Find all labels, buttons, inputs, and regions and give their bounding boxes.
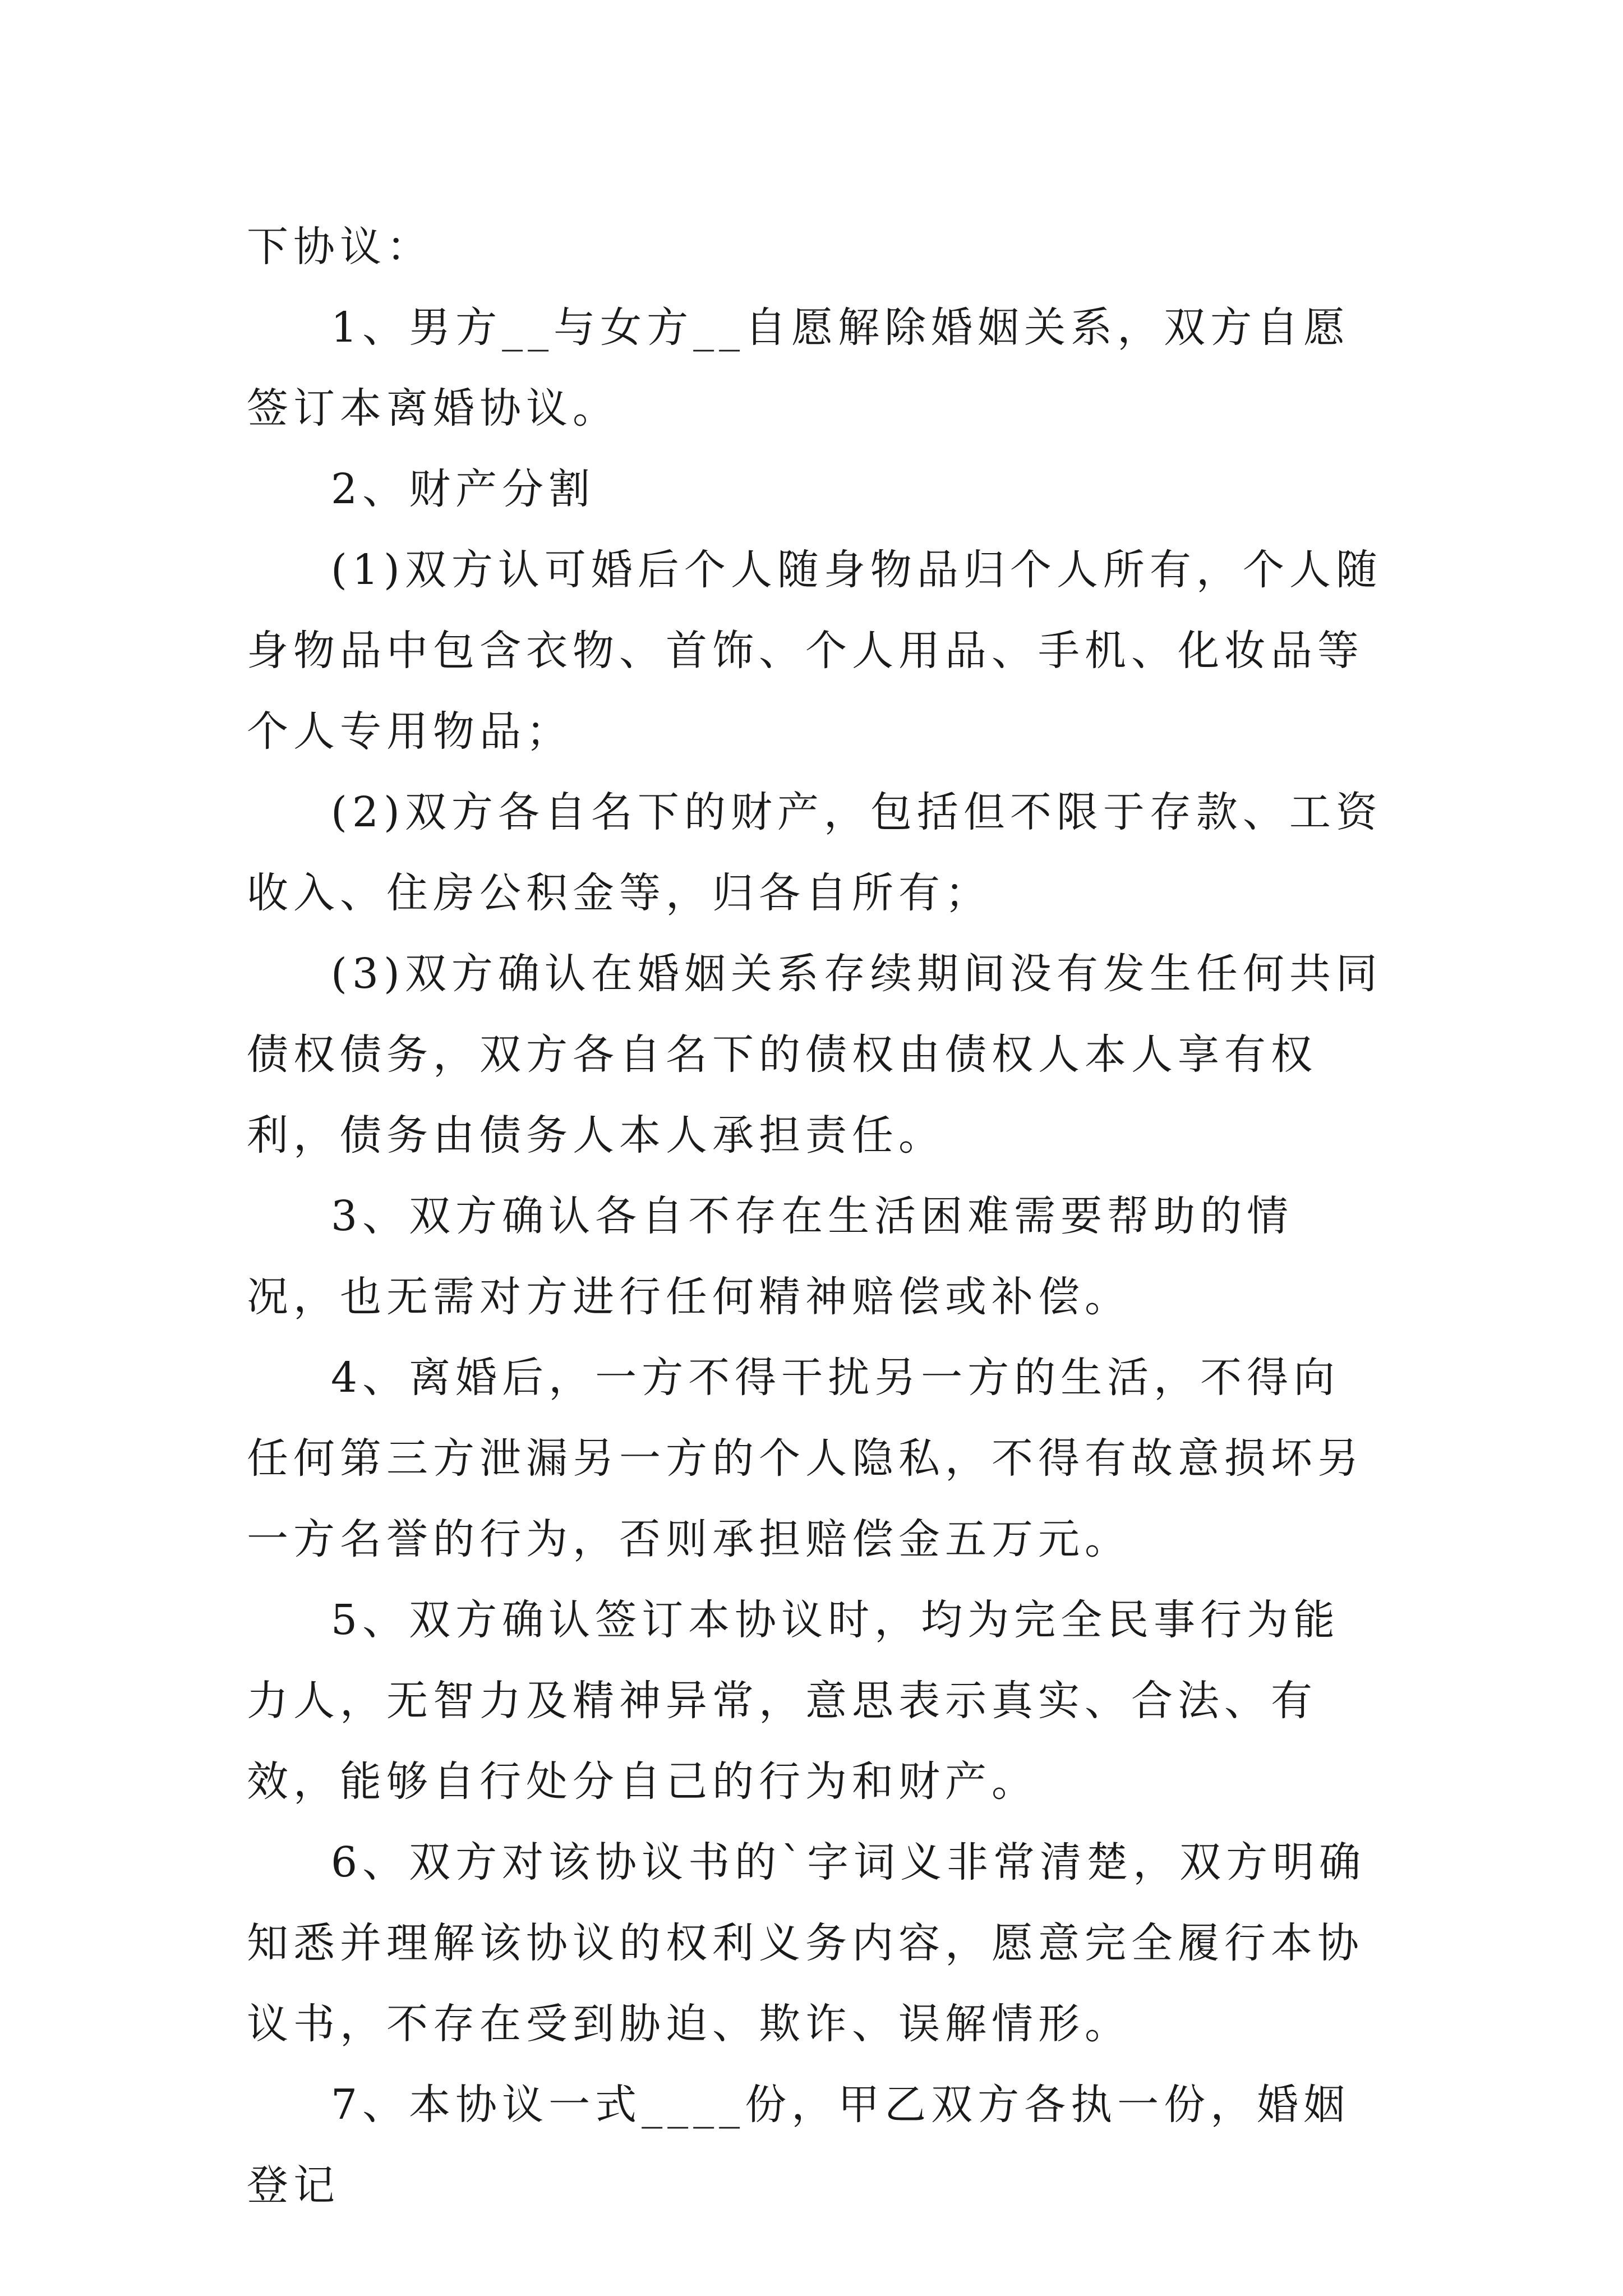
clause-2-item-3: (3)双方确认在婚姻关系存续期间没有发生任何共同债权债务，双方各自名下的债权由债权人本人享有权利，债务由债务人本人承担责任。 [247,950,1382,1159]
clause-1: 1、男方__与女方__自愿解除婚姻关系，双方自愿签订本离婚协议。 [247,303,1350,432]
document-body [247,206,1385,2226]
clause-2-item-1: (1)双方认可婚后个人随身物品归个人所有，个人随身物品中包含衣物、首饰、个人用品、手机、化妆品等个人专用物品； [247,546,1382,756]
clause-6: 6、双方对该协议书的`字词义非常清楚，双方明确知悉并理解该协议的权利义务内容，愿意完全履行本协议书，不存在受到胁迫、欺诈、误解情形。 [247,1838,1366,2048]
paragraph-continuation: 下协议： [247,223,433,271]
clause-3: 3、双方确认各自不存在生活困难需要帮助的情况，也无需对方进行任何精神赔偿或补偿。 [247,1192,1294,1321]
clause-7: 7、本协议一式____份，甲乙双方各执一份，婚姻登记 [247,2081,1350,2210]
clause-2-item-2: (2)双方各自名下的财产，包括但不限于存款、工资收入、住房公积金等，归各自所有； [247,788,1382,917]
clause-5: 5、双方确认签订本协议时，均为完全民事行为能力人，无智力及精神异常，意思表示真实、合法、有效，能够自行处分自己的行为和财产。 [247,1596,1340,1806]
clause-4: 4、离婚后，一方不得干扰另一方的生活，不得向任何第三方泄漏另一方的个人隐私，不得有故意损坏另一方名誉的行为，否则承担赔偿金五万元。 [247,1354,1364,1563]
clause-2-heading: 2、财产分割 [331,465,596,513]
